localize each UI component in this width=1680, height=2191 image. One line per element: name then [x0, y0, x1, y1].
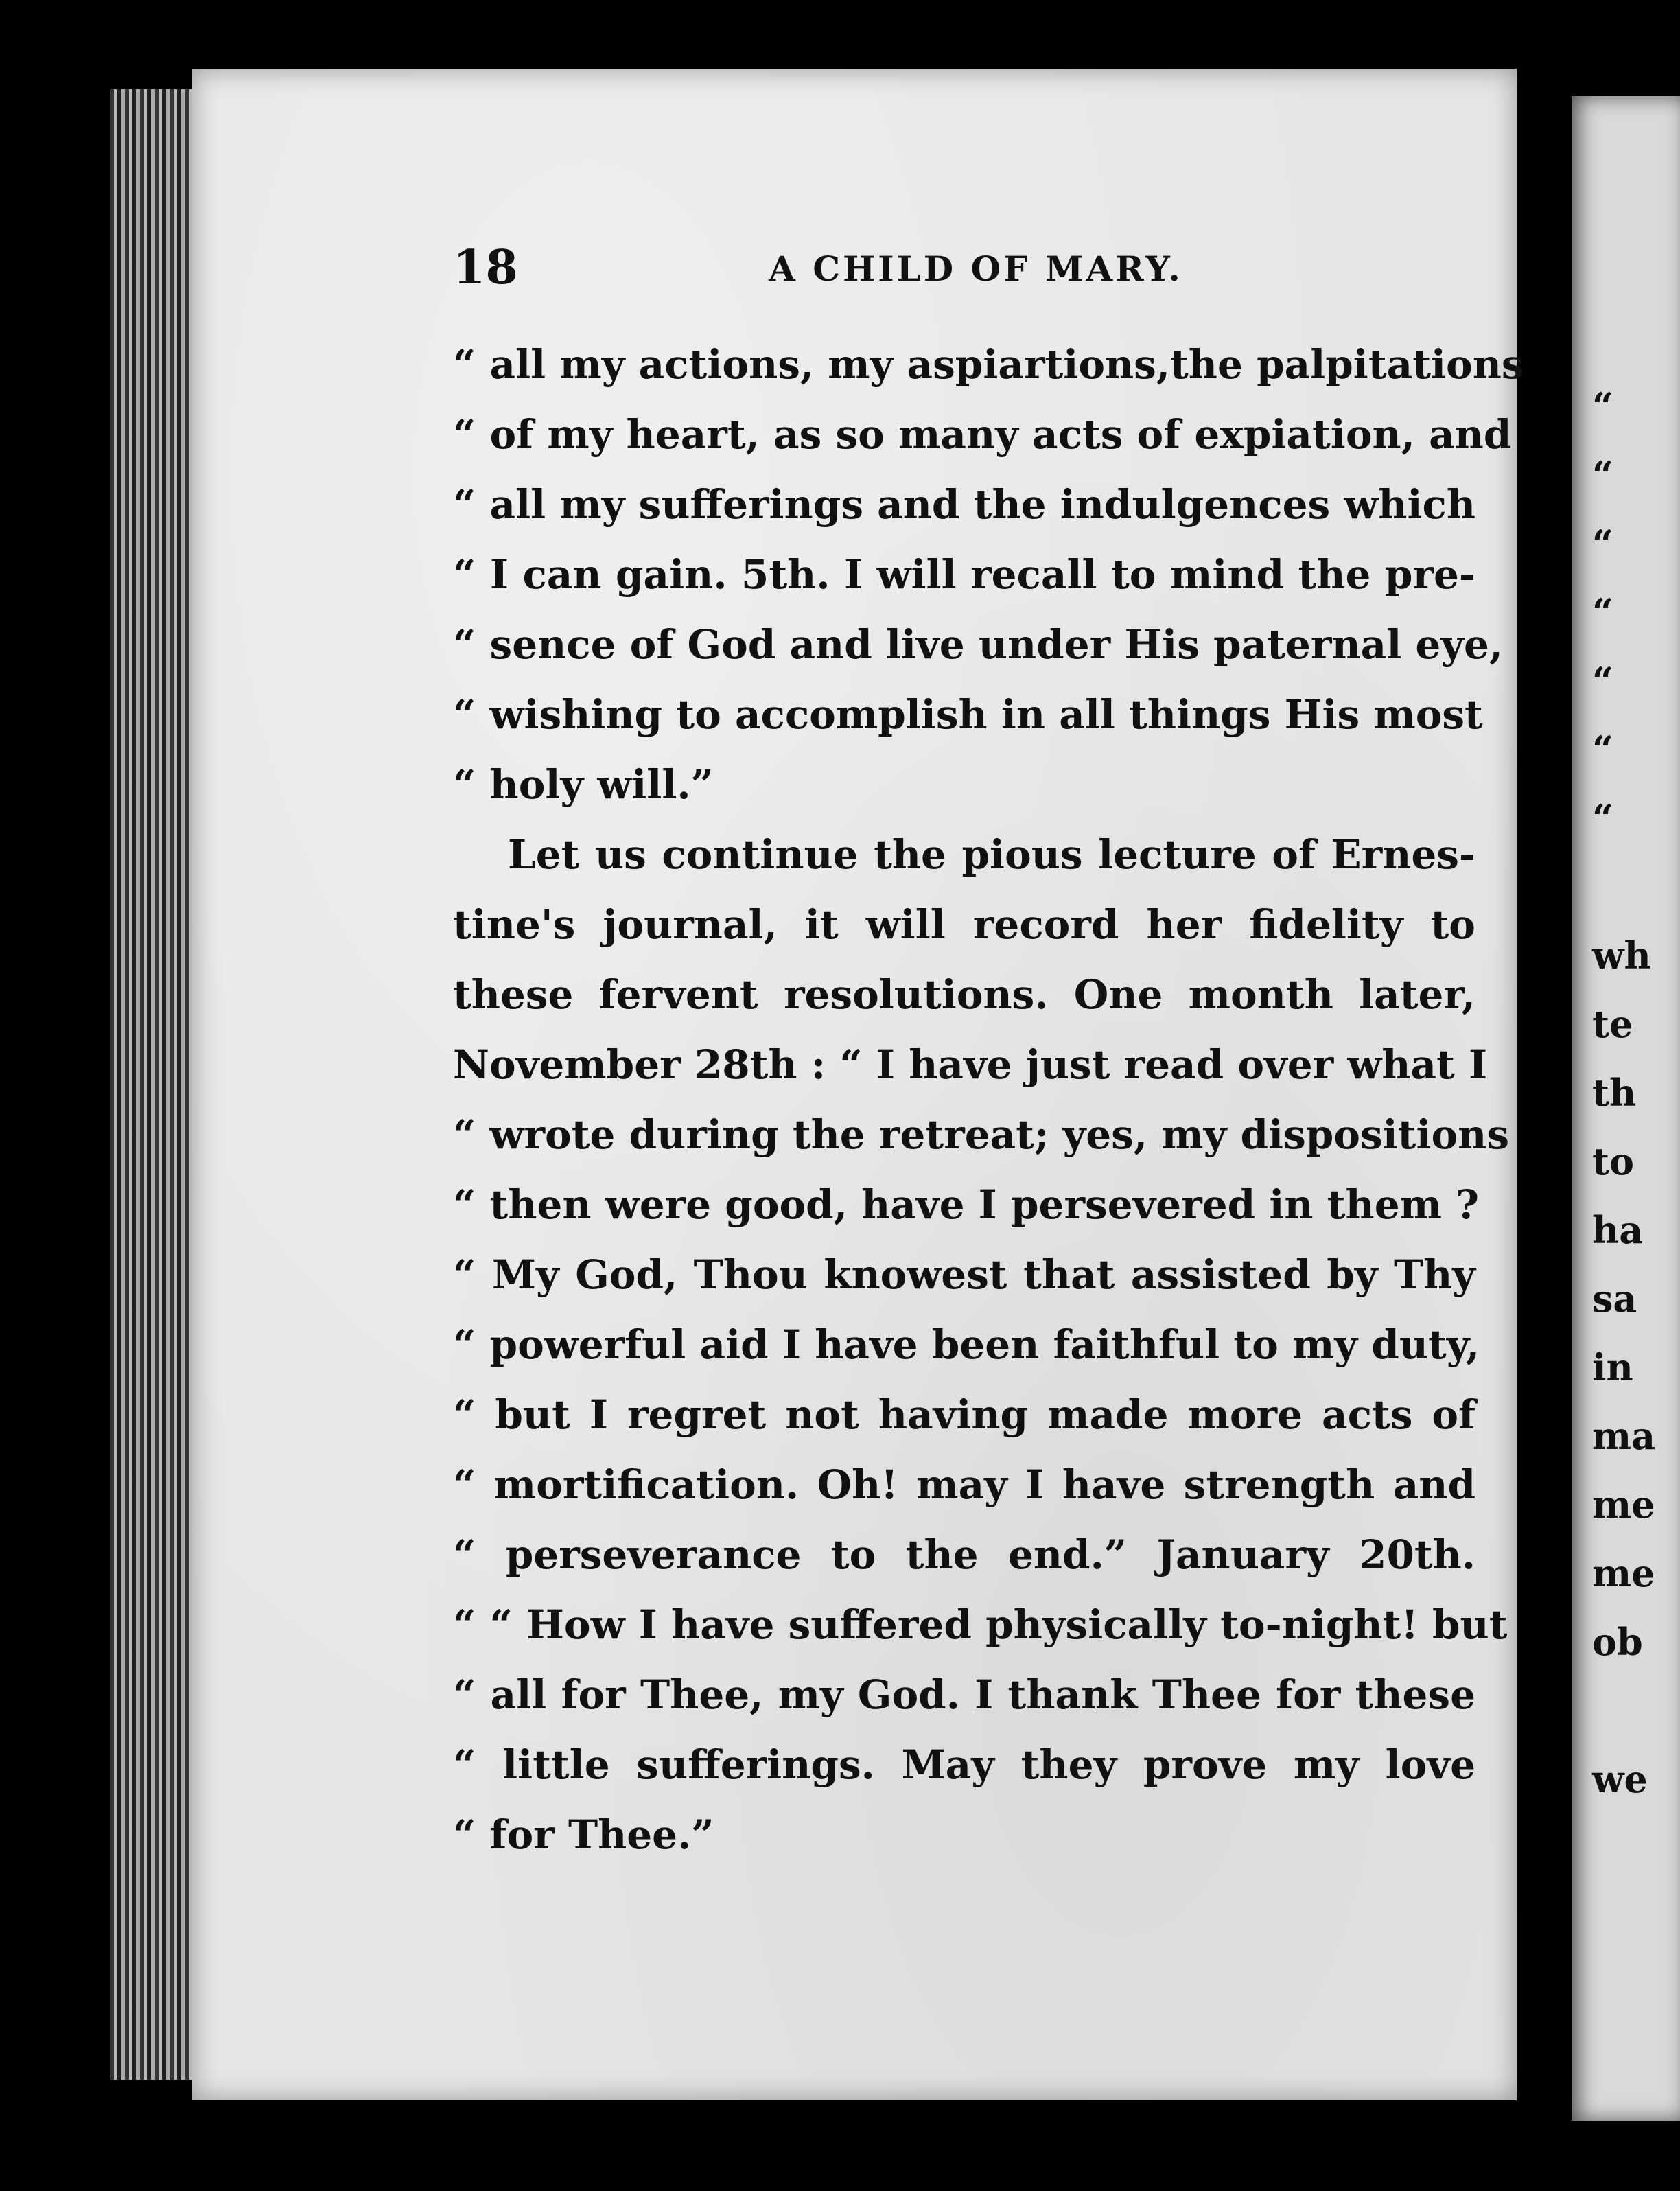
text-line: November 28th : “ I have just read over what I — [453, 1041, 1488, 1088]
page-stack-edge — [110, 89, 192, 2080]
facing-fragment: “ — [1592, 796, 1614, 840]
facing-fragment: me — [1592, 1483, 1655, 1527]
text-line: “ for Thee.” — [453, 1811, 714, 1858]
text-line: “ of my heart, as so many acts of expiation, and — [453, 411, 1512, 458]
text-line: “ I can gain. 5th. I will recall to mind the pre- — [453, 551, 1475, 598]
running-title: A CHILD OF MARY. — [769, 248, 1183, 289]
facing-fragment: ob — [1592, 1620, 1643, 1664]
facing-fragment: ma — [1592, 1414, 1656, 1458]
text-line: “ powerful aid I have been faithful to my duty, — [453, 1321, 1480, 1368]
page-header — [453, 240, 1510, 295]
text-line: “ all my sufferings and the indulgences which — [453, 481, 1475, 528]
facing-fragment: “ — [1592, 728, 1614, 772]
text-line: “ wishing to accomplish in all things His most — [453, 691, 1483, 738]
text-line: “ perseverance to the end.” January 20th. — [453, 1531, 1475, 1578]
paragraph-start-line: Let us continue the pious lecture of Ernes- — [508, 831, 1475, 878]
text-line: “ all my actions, my aspiartions,the palpitations — [453, 341, 1524, 388]
facing-fragment: “ — [1592, 522, 1614, 566]
facing-fragment: in — [1592, 1345, 1633, 1389]
text-line: “ wrote during the retreat; yes, my dispositions — [453, 1111, 1509, 1158]
facing-fragment: to — [1592, 1139, 1634, 1183]
facing-fragment: “ — [1592, 384, 1614, 428]
text-line: “ “ How I have suffered physically to-night! but — [453, 1601, 1508, 1648]
body-text — [453, 329, 1524, 1870]
facing-fragment: me — [1592, 1551, 1655, 1595]
text-line: “ little sufferings. May they prove my love — [453, 1741, 1475, 1788]
facing-fragment: “ — [1592, 659, 1614, 703]
facing-fragment: “ — [1592, 590, 1614, 634]
page-number: 18 — [453, 240, 518, 295]
text-line: “ mortification. Oh! may I have strength and — [453, 1461, 1475, 1508]
facing-fragment: te — [1592, 1002, 1633, 1046]
text-line: “ all for Thee, my God. I thank Thee for these — [453, 1671, 1475, 1718]
text-line: “ holy will.” — [453, 761, 714, 808]
facing-fragment: ha — [1592, 1208, 1644, 1252]
text-line: “ My God, Thou knowest that assisted by Thy — [453, 1251, 1475, 1298]
facing-fragment: wh — [1592, 934, 1651, 977]
text-line: “ but I regret not having made more acts of — [453, 1391, 1475, 1438]
facing-fragment: th — [1592, 1071, 1637, 1115]
text-line: these fervent resolutions. One month later, — [453, 971, 1475, 1018]
text-line: tine's journal, it will record her fidelity to — [453, 901, 1475, 948]
facing-page — [1572, 96, 1680, 2121]
text-line: “ sence of God and live under His paternal eye, — [453, 621, 1504, 668]
facing-fragment: sa — [1592, 1277, 1637, 1321]
facing-fragment: we — [1592, 1757, 1648, 1801]
facing-fragment: “ — [1592, 453, 1614, 497]
text-line: “ then were good, have I persevered in them ? — [453, 1181, 1480, 1228]
